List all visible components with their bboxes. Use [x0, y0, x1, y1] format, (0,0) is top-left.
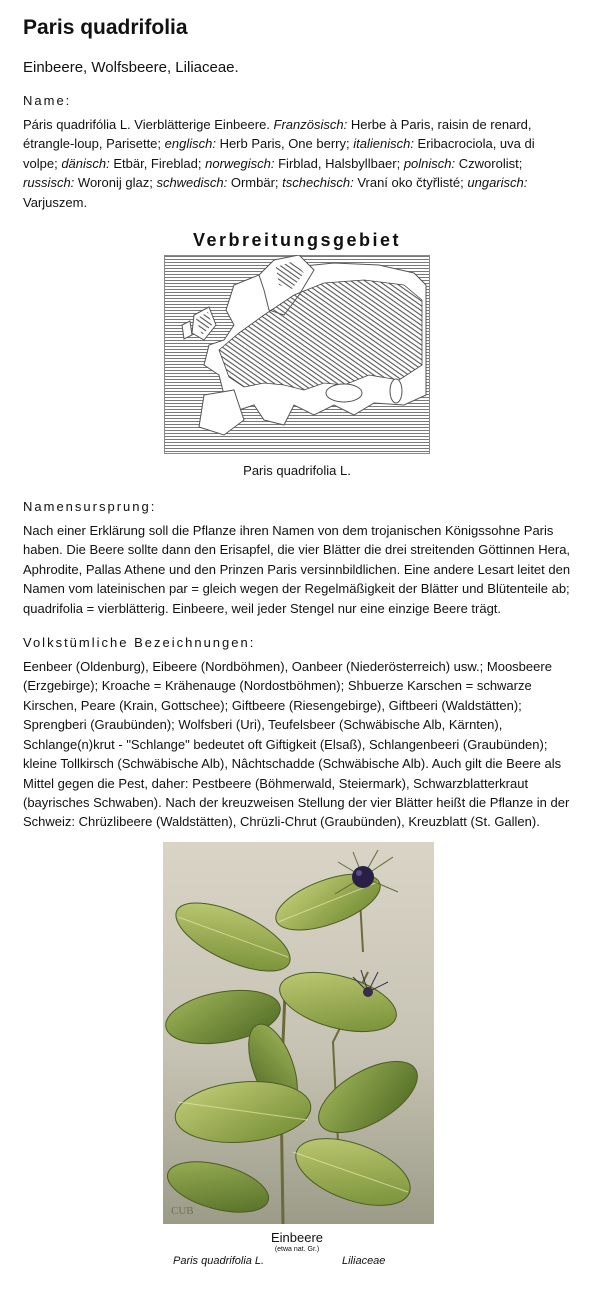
- plate-title: Einbeere: [270, 1229, 324, 1245]
- name-text: Ormbär;: [227, 175, 283, 191]
- plate-size-note: (etwa nat. Gr.): [274, 1245, 320, 1253]
- language-label: ungarisch:: [467, 175, 528, 191]
- language-label: russisch:: [23, 175, 75, 191]
- name-text: Vraní oko čtyřlisté;: [353, 175, 468, 191]
- language-label: tschechisch:: [282, 175, 354, 191]
- name-text: Firblad, Halsbyllbaer;: [274, 155, 404, 171]
- folk-paragraph: Eenbeer (Oldenburg), Eibeere (Nordböhmen), Oanbeer (Niederösterreich) usw.; Moosbeere (Erzgebirge); Kroache = Krähenauge (Nordostböhmen); Shbuerze Karschen = schwarze Kirschen, Peare (Krain, Gottschee); Giftbeere (Riesengebirge), Giftbeeri (Waldstätten); Sprengberi (Graubünden); Wolfsberi (Uri), Teufelsbeer (Schwäbische Alb, Kärnten), Schlange(n)krut - "Schlange" bedeutet oft Giftigkeit (Elsaß), Schlangenbeeri (Graubünden); kleine Tollkirsch (Schwäbische Alb), Nâchtschadde (Schwäbische Alb). Auch gilt die Beere als Mittel gegen die Pest, daher: Pestbeere (Böhmerwald, Steiermark), Schwarzblatterkraut (bayrisches Schwaben). Nach der kreuzweisen Stellung der vier Blätter heißt die Pflanze in der Schweiz: Chrüzlibeere (Waldstätten), Chrüzli-Chrut (Graubünden), Kreuzblatt (St. Gallen).: [23, 659, 570, 830]
- name-text: Woronij glaz;: [74, 175, 157, 191]
- distribution-map-image: [164, 255, 430, 454]
- name-text: Páris quadrifólia L. Vierblätterige Einbeere.: [23, 117, 274, 132]
- name-heading: Name:: [23, 93, 72, 108]
- map-caption: Paris quadrifolia L.: [243, 463, 351, 479]
- folk-heading: Volkstümliche Bezeichnungen:: [23, 635, 256, 651]
- page: [23, 14, 571, 1268]
- plate-monogram: CUB: [170, 1204, 194, 1217]
- name-text: Herbe à Paris, raisin de renard, étrangle-loup, Parisette;: [23, 117, 532, 152]
- plant-illustration-image: [163, 842, 434, 1224]
- page-title: Paris quadrifolia: [23, 16, 188, 39]
- language-label: Französisch:: [273, 117, 348, 132]
- language-label: dänisch:: [61, 155, 110, 171]
- plate-latin-name: Paris quadrifolia L.: [173, 1254, 265, 1267]
- name-text: Eribacrociola, uva di volpe;: [23, 136, 535, 171]
- name-text: Herb Paris, One berry;: [215, 136, 354, 152]
- language-label: norwegisch:: [205, 155, 275, 171]
- language-label: schwedisch:: [156, 175, 228, 191]
- origin-heading: Namensursprung:: [23, 499, 157, 515]
- name-text: Varjuszem.: [23, 194, 88, 210]
- plate-caption: [23, 1254, 571, 1268]
- language-label: englisch:: [164, 136, 216, 152]
- name-paragraph: [23, 115, 571, 212]
- name-text: Etbär, Fireblad;: [109, 155, 206, 171]
- language-label: polnisch:: [403, 155, 456, 171]
- origin-paragraph: Nach einer Erklärung soll die Pflanze ihren Namen von dem trojanischen Königssohne Paris haben. Die Beere sollte dann den Erisapfel, die vier Blätter die drei streitenden Göttinnen Hera, Aphrodite, Pallas Athene und den Prinzen Paris versinnbildlichen. Eine andere Lesart leitet den Namen vom lateinischen par = gleich wegen der Regelmäßigkeit der Blätter und Blütenteile ab; quadrifolia = vierblätterig. Einbeere, weil jeder Stengel nur eine einzige Beere trägt.: [23, 523, 571, 616]
- name-text: Czworolist;: [455, 155, 523, 171]
- language-label: italienisch:: [353, 136, 414, 152]
- map-title: Verbreitungsgebiet: [192, 230, 402, 251]
- plant-illustration: [163, 842, 434, 1224]
- page-subtitle: Einbeere, Wolfsbeere, Liliaceae.: [23, 59, 239, 76]
- plate-family: Liliaceae: [342, 1254, 386, 1267]
- distribution-map: [164, 255, 430, 454]
